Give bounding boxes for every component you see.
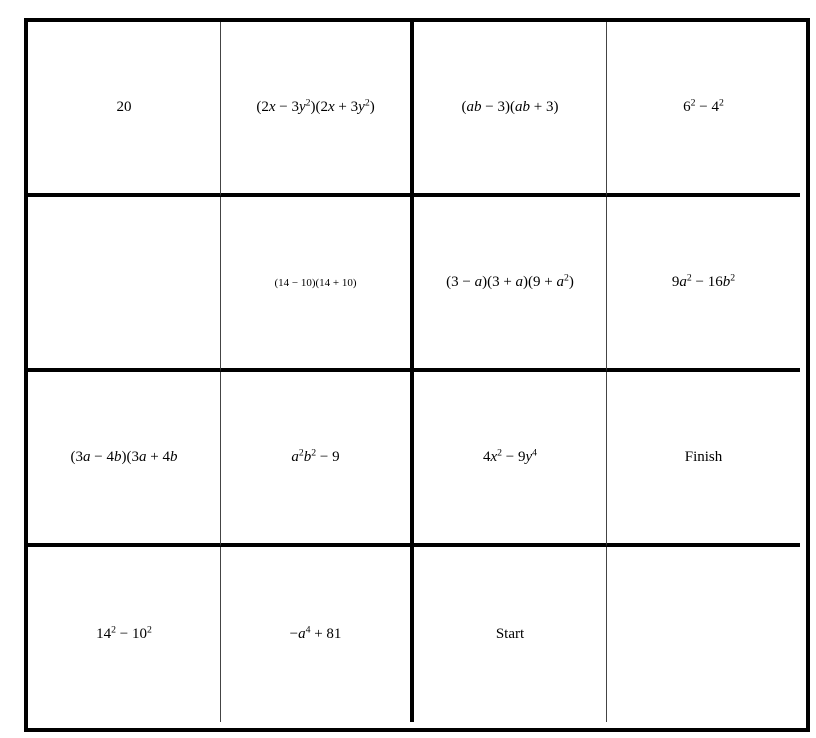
cell-text: $4x^2 - 9y^4$: [482, 447, 538, 465]
cell-text: $-a^4 + 81$: [289, 624, 342, 642]
maze-table: [24, 18, 810, 732]
cell-text: $a^2b^2 - 9$: [291, 447, 340, 465]
cell-text: $14^2 - 10^2$: [96, 624, 152, 642]
cell-r3-c2: [414, 547, 607, 722]
cell-r0-c1: [221, 22, 414, 197]
cell-r0-c2: [414, 22, 607, 197]
cell-r3-c0: [28, 547, 221, 722]
cell-r3-c3: [607, 547, 800, 722]
cell-text: $(2x - 3y^2)(2x + 3y^2)$: [256, 97, 375, 115]
cell-text: (14 − 10)(14 + 10): [274, 276, 357, 289]
cell-text: $6^2 - 4^2$: [683, 97, 724, 115]
cell-text: Start: [495, 626, 525, 642]
cell-r0-c0: [28, 22, 221, 197]
cell-r0-c3: [607, 22, 800, 197]
cell-text: (3a − 4b)(3a + 4b: [70, 449, 178, 465]
cell-r1-c0: [28, 197, 221, 372]
cell-r1-c3: [607, 197, 800, 372]
cell-r2-c1: [221, 372, 414, 547]
cell-r1-c2: [414, 197, 607, 372]
cell-text: 20: [116, 99, 132, 115]
cell-r2-c0: [28, 372, 221, 547]
cell-r2-c2: [414, 372, 607, 547]
cell-text: (ab − 3)(ab + 3): [461, 99, 559, 115]
cell-text: $(3 - a)(3 + a)(9 + a^2)$: [446, 272, 574, 290]
cell-r2-c3: [607, 372, 800, 547]
cell-r1-c1: [221, 197, 414, 372]
cell-text: $9a^2 - 16b^2$: [671, 272, 736, 290]
cell-r3-c1: [221, 547, 414, 722]
cell-text: Finish: [684, 449, 723, 465]
